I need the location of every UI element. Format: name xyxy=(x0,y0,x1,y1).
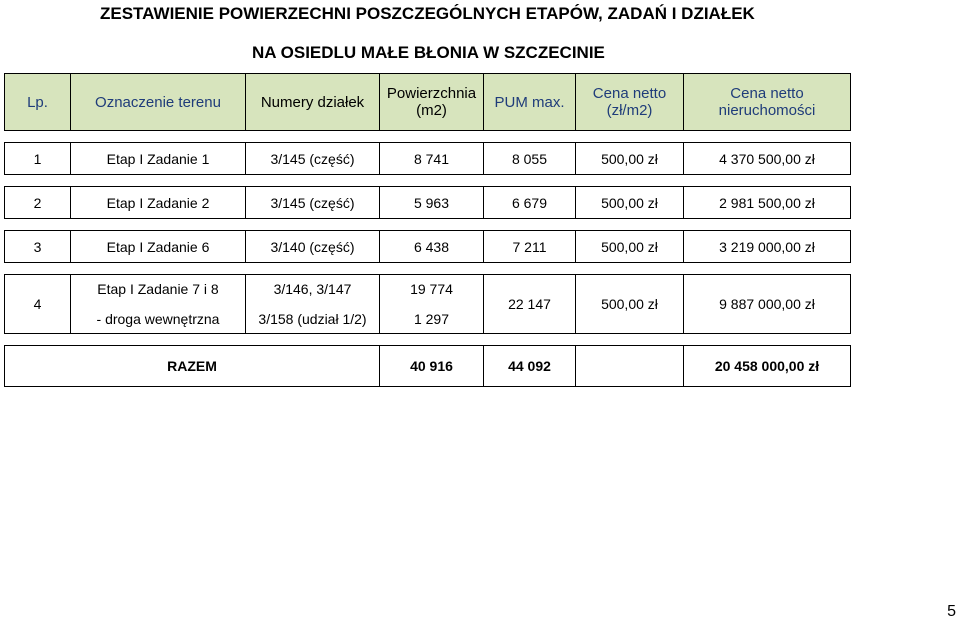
cell-area: 5 963 xyxy=(380,187,484,219)
table-spacer xyxy=(5,263,851,275)
cell-pum: 7 211 xyxy=(484,231,576,263)
cell-parcels xyxy=(246,275,380,334)
header-area xyxy=(380,74,484,131)
totals-total: 20 458 000,00 zł xyxy=(684,346,851,387)
cell-area-line1: 19 774 xyxy=(410,281,453,297)
header-area-line2: (m2) xyxy=(416,102,447,119)
cell-terrain: Etap I Zadanie 1 xyxy=(71,143,246,175)
table-header-row xyxy=(5,74,851,131)
header-price xyxy=(576,74,684,131)
cell-parcels: 3/140 (część) xyxy=(246,231,380,263)
totals-pum: 44 092 xyxy=(484,346,576,387)
document-title: ZESTAWIENIE POWIERZECHNI POSZCZEGÓLNYCH ETAPÓW, ZADAŃ I DZIAŁEK xyxy=(100,4,755,23)
document-subtitle: NA OSIEDLU MAŁE BŁONIA W SZCZECINIE xyxy=(252,43,605,62)
cell-area: 6 438 xyxy=(380,231,484,263)
totals-area: 40 916 xyxy=(380,346,484,387)
cell-parcels-line1: 3/146, 3/147 xyxy=(273,281,352,297)
cell-total: 9 887 000,00 zł xyxy=(684,275,851,334)
table-spacer xyxy=(5,334,851,346)
header-total-price-line1: Cena netto xyxy=(730,85,804,102)
summary-table xyxy=(4,73,851,387)
header-parcels: Numery działek xyxy=(246,74,380,131)
totals-label: RAZEM xyxy=(5,346,380,387)
cell-area-line2: 1 297 xyxy=(413,311,450,327)
cell-parcels-line2: 3/158 (udział 1/2) xyxy=(258,311,367,327)
totals-row xyxy=(5,346,851,387)
table-spacer xyxy=(5,219,851,231)
table-row xyxy=(5,187,851,219)
cell-terrain-line2: - droga wewnętrzna xyxy=(96,311,220,327)
header-total-price xyxy=(684,74,851,131)
header-area-line1: Powierzchnia xyxy=(386,85,477,102)
table-spacer xyxy=(5,131,851,143)
cell-price: 500,00 zł xyxy=(576,187,684,219)
table-spacer xyxy=(5,175,851,187)
page-number: 5 xyxy=(947,603,956,620)
cell-terrain: Etap I Zadanie 6 xyxy=(71,231,246,263)
cell-price: 500,00 zł xyxy=(576,231,684,263)
header-price-line2: (zł/m2) xyxy=(606,102,653,119)
cell-terrain-line1: Etap I Zadanie 7 i 8 xyxy=(97,281,219,297)
cell-price: 500,00 zł xyxy=(576,143,684,175)
cell-pum: 22 147 xyxy=(484,275,576,334)
table-row xyxy=(5,231,851,263)
cell-area: 8 741 xyxy=(380,143,484,175)
cell-price: 500,00 zł xyxy=(576,275,684,334)
header-pum: PUM max. xyxy=(484,74,576,131)
cell-lp: 3 xyxy=(5,231,71,263)
cell-lp: 4 xyxy=(5,275,71,334)
cell-total: 2 981 500,00 zł xyxy=(684,187,851,219)
table-row xyxy=(5,275,851,334)
cell-area xyxy=(380,275,484,334)
totals-empty xyxy=(576,346,684,387)
table-row xyxy=(5,143,851,175)
header-price-line1: Cena netto xyxy=(592,85,667,102)
cell-pum: 6 679 xyxy=(484,187,576,219)
cell-terrain: Etap I Zadanie 2 xyxy=(71,187,246,219)
cell-total: 3 219 000,00 zł xyxy=(684,231,851,263)
header-lp: Lp. xyxy=(5,74,71,131)
cell-lp: 2 xyxy=(5,187,71,219)
cell-lp: 1 xyxy=(5,143,71,175)
cell-parcels: 3/145 (część) xyxy=(246,187,380,219)
cell-pum: 8 055 xyxy=(484,143,576,175)
header-total-price-line2: nieruchomości xyxy=(718,102,816,119)
cell-terrain xyxy=(71,275,246,334)
cell-total: 4 370 500,00 zł xyxy=(684,143,851,175)
cell-parcels: 3/145 (część) xyxy=(246,143,380,175)
header-terrain: Oznaczenie terenu xyxy=(71,74,246,131)
